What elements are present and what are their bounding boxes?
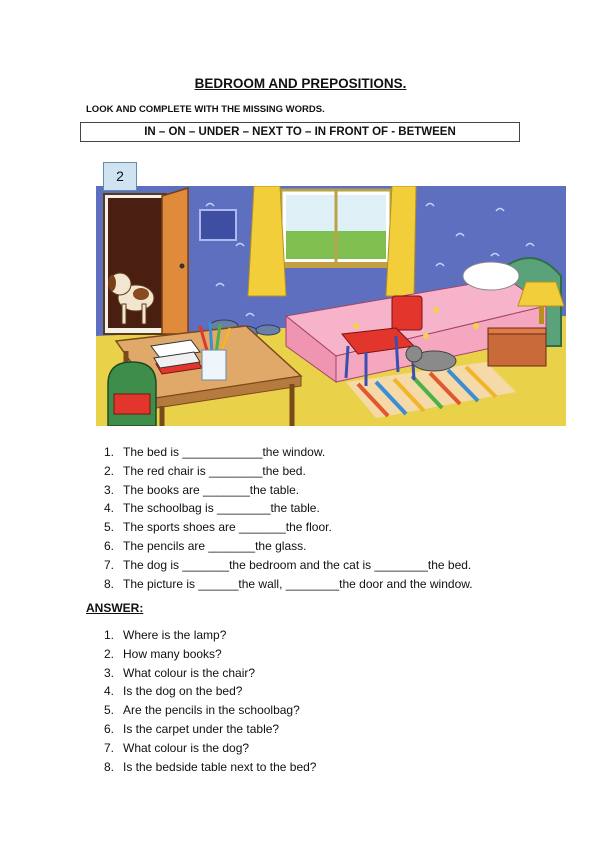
sentence-text: The pencils are _______the glass. [123,538,307,553]
question-text: What colour is the chair? [123,665,256,680]
answer-heading-colon: : [139,601,144,615]
sentence-text: The picture is ______the wall, ________the door and the window. [123,576,473,591]
list-item [104,739,316,758]
item-number: 6. [104,538,115,553]
sentence-list [104,443,473,593]
item-number: 8. [104,759,115,774]
item-number: 6. [104,721,115,736]
item-number: 2. [104,646,115,661]
list-item [104,462,473,481]
item-number: 5. [104,703,115,718]
list-item [104,626,316,645]
question-text: How many books? [123,646,222,661]
title-text: BEDROOM AND PREPOSITIONS [194,76,403,91]
list-item [104,701,316,720]
item-number: 3. [104,482,115,497]
bedroom-illustration [96,186,566,426]
title-period: . [402,76,407,91]
sentence-text: The dog is _______the bedroom and the cat is ________the bed. [123,557,472,572]
item-number: 4. [104,501,115,516]
question-text: Are the pencils in the schoolbag? [123,703,300,718]
bedside-table [488,328,546,366]
window [274,190,398,268]
list-item [104,556,473,575]
item-number: 7. [104,740,115,755]
question-text: Is the bedside table next to the bed? [123,759,317,774]
item-number: 2. [104,463,115,478]
item-number: 1. [104,628,115,642]
page-title [0,76,601,91]
list-item [104,645,316,664]
question-text: Where is the lamp? [123,628,227,642]
sentence-text: The bed is ____________the window. [123,445,326,459]
sentence-text: The books are _______the table. [123,482,300,497]
list-item [104,682,316,701]
word-box: IN – ON – UNDER – NEXT TO – IN FRONT OF - BETWEEN [80,122,520,142]
item-number: 5. [104,520,115,535]
answer-heading-text: ANSWER [86,601,140,615]
item-number: 3. [104,665,115,680]
list-item [104,518,473,537]
question-text: Is the dog on the bed? [123,684,243,699]
question-list [104,626,316,776]
books [151,340,202,374]
answer-heading [86,601,143,615]
list-item [104,481,473,500]
list-item [104,575,473,594]
item-number: 8. [104,576,115,591]
schoolbag [108,362,156,426]
list-item [104,758,316,777]
item-number: 7. [104,557,115,572]
question-text: Is the carpet under the table? [123,721,280,736]
list-item [104,443,473,462]
list-item [104,720,316,739]
door [162,188,188,334]
sentence-text: The red chair is ________the bed. [123,463,306,478]
list-item [104,499,473,518]
instruction: LOOK AND COMPLETE WITH THE MISSING WORDS. [86,104,325,115]
sentence-text: The schoolbag is ________the table. [123,501,320,516]
list-item [104,537,473,556]
question-text: What colour is the dog? [123,740,250,755]
sentence-text: The sports shoes are _______the floor. [123,520,332,535]
item-number: 1. [104,445,115,459]
exercise-number-badge: 2 [103,162,137,191]
list-item [104,664,316,683]
item-number: 4. [104,684,115,699]
picture [200,210,236,240]
